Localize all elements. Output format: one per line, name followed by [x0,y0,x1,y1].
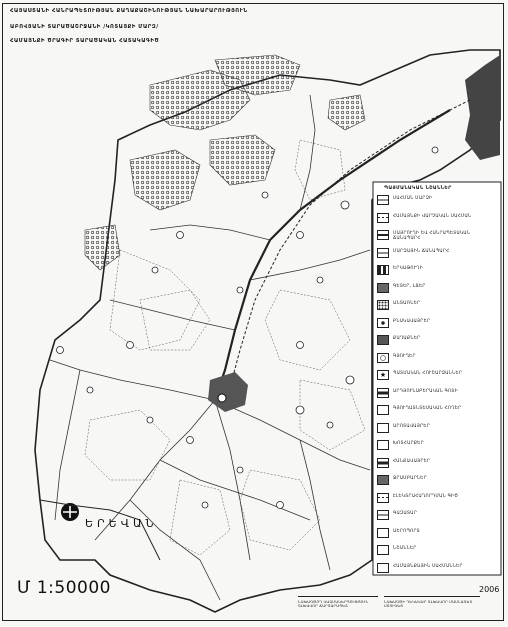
legend-symbol [377,335,389,345]
map-title-line-3: ՀԱՄԱՅՆՔԻ ԾՐԱԳԻՐ ՏԱՐԱԾԱԿԱՆ ՀԱՏԱԿԱԳԻԾ [10,38,160,44]
road-7 [150,225,270,240]
legend-label: ԲՆԱԿԱՎԱՅՐԵՐ [393,317,431,323]
lake-sevan [465,55,500,160]
road-8 [300,95,315,210]
legend-item [377,422,501,436]
road-1 [50,360,215,400]
road-3 [215,400,370,470]
legend-item [377,544,501,558]
legend-symbol [377,353,389,363]
legend-item [377,299,501,313]
legend-label: ՍԱՀՄԱՆ ՄԱՐԶԻ [393,195,433,200]
legend-item [377,527,501,541]
road-12 [55,370,80,520]
legend-symbol [377,563,389,573]
legend-symbol [377,300,389,310]
legend-label: ՄԱՅՐՈՒՂԻ ԵՎ ՀԱՆՐԱՊԵՏԱԿԱՆ ՃԱՆԱՊԱՐՀ [393,230,471,240]
legend-symbol [377,423,389,433]
legend-symbol [377,248,389,258]
legend-item [377,509,501,523]
legend-item [377,334,501,348]
legend-symbol [377,388,389,398]
legend-item [377,457,501,471]
legend-item [377,404,501,418]
road-6 [250,250,370,280]
legend-label: ԱՐԴՅՈՒՆԱԲԵՐԱԿԱՆ ԳՈՏԻ [393,387,458,393]
legend-label: ՔԱՂԱՔՆԵՐ [393,335,421,340]
scale-label: Մ 1:50000 [17,578,111,598]
legend-title: ՊԱՅՄԱՆԱԿԱՆ ՆՇԱՆՆԵՐ [384,186,452,191]
legend-symbol [377,318,389,328]
legend-symbol [377,213,389,223]
legend-symbol [377,510,389,520]
road-10 [130,500,220,600]
legend-label: ԷԼԵԿՏՐԱՀԱՂՈՐԴՄԱՆ ԳԻԾ [393,492,459,498]
yerevan-label: ԵՐԵՎԱՆ [85,517,158,530]
legend-item [377,492,501,506]
legend-item [377,352,501,366]
stamp-right: ՆԱԽԱԳԾԻ ՂԵԿԱՎԱՐ ԳԼԽԱՎՈՐ ՄԱՍՆԱԳԵՏ ՍՏՈՒԳԵՑ [384,596,480,624]
legend-symbol [377,265,389,275]
legend-item [377,264,501,278]
legend-label: ՊԱՏՄԱԿԱՆ ՀՈՒՇԱՐՁԱՆՆԵՐ [393,370,463,375]
legend-label: ՀԱՄԱՅՆՔԱՅԻՆ ՍԱՀՄԱՆՆԵՐ [393,562,463,568]
legend-symbol [377,230,389,240]
legend-label: ԵՐԿԱԹՈՒՂԻ [393,265,423,270]
road-5 [110,300,235,330]
legend-item [377,229,501,243]
legend-label: ՋՐԱՄԲԱՐՆԵՐ [393,475,427,480]
legend-label: ՆՇԱՆՆԵՐ [393,545,417,550]
legend-symbol [377,528,389,538]
legend-symbol [377,440,389,450]
legend-item [377,212,501,226]
legend-symbol [377,458,389,468]
forest-area-5 [85,225,120,270]
legend-item [377,439,501,453]
legend-label: ԱՐՈՏԱՎԱՅՐԵՐ [393,422,430,428]
legend-symbol [377,405,389,415]
legend-item [377,474,501,488]
legend-label: ԳՅՈՒՂԵՐ [393,352,416,358]
legend-symbol [377,283,389,293]
legend-item [377,247,501,261]
abovyan-city [208,372,248,412]
legend-item [377,562,501,576]
legend-item [377,282,501,296]
legend-label: ՀԱՆՔԱՎԱՅՐԵՐ [393,457,431,463]
legend-symbol [377,195,389,205]
legend-label: ԳԱԶԱՏԱՐ [393,510,417,515]
map-title-line-2: ԱԲՈՎՅԱՆԻ ՏԱՐԱԾԱՇՐՋԱՆԻ /ԿՈՏԱՅՔԻ ՄԱՐԶ/ [10,24,159,30]
legend-item [377,317,501,331]
legend-item [377,387,501,401]
year-label: 2006 [479,585,500,594]
forest-area-6 [328,95,365,130]
legend-item [377,194,501,208]
legend-item [377,369,501,383]
yerevan-boundary [40,500,160,560]
city-center-marker [218,394,226,402]
stamp-left: ՆԱԽԱԳԾՈՂ ԿԱԶՄԱԿԵՐՊՈՒԹՅՈՒՆ ԳԼԽԱՎՈՐ ՃԱՐՏԱՐԱՊԵՏ [298,596,378,624]
legend-label: ԱԵՐՈՊՈՐՏ [393,527,420,533]
legend-label: ԳՅՈՒՂԱՏՆՏԵՍԱԿԱՆ ՀՈՂԵՐ [393,405,462,410]
legend-label: ԳԵՏԵՐ, ԼՃԵՐ [393,282,426,288]
legend-symbol [377,493,389,503]
legend-label: ՄԱՐԶԱՅԻՆ ՃԱՆԱՊԱՐՀ [393,247,450,253]
legend-label: ՀԱՄԱՅՆՔԻ ՎԱՐՉԱԿԱՆ ՍԱՀՄԱՆ [393,212,472,218]
legend-label: ԱՆՏԱՌՆԵՐ [393,300,421,305]
forest-area-3 [130,150,200,210]
legend-symbol: ★ [377,370,389,380]
road-9 [160,460,310,520]
map-title-line-1: ՀԱՅԱՍՏԱՆԻ ՀԱՆՐԱՊԵՏՈՒԹՅԱՆ ՔԱՂԱՔԱՇԻՆՈՒԹՅԱՆ ՆԱԽԱՐԱՐՈՒԹՅՈՒՆ [10,8,248,14]
legend-label: ԽՈՏՀԱՐՔԵՐ [393,440,424,445]
forest-area-4 [210,135,275,185]
road-11 [300,440,330,570]
legend-symbol [377,545,389,555]
legend-symbol [377,475,389,485]
road-4 [215,400,250,560]
